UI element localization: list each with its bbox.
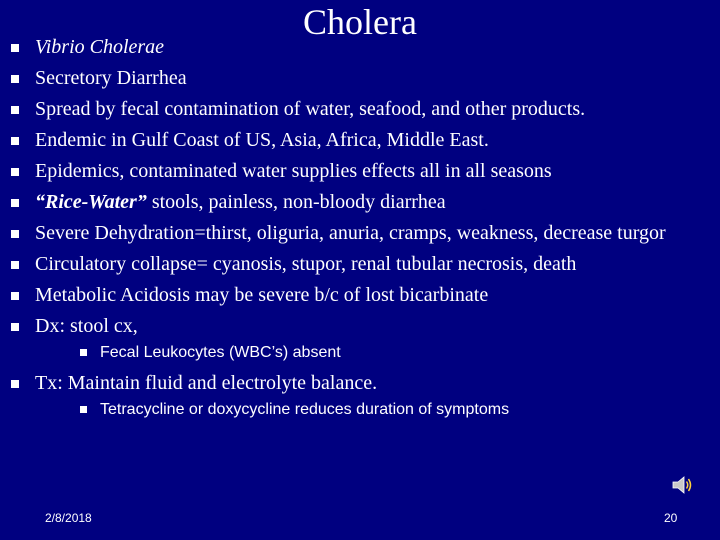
sub-list-item-text: Tetracycline or doxycycline reduces duration of symptoms — [100, 401, 510, 418]
list-item — [0, 98, 720, 120]
footer-date: 2/8/2018 — [45, 511, 92, 525]
square-bullet-icon — [11, 75, 19, 83]
square-bullet-icon — [11, 44, 19, 52]
sub-list-item — [35, 400, 710, 420]
list-item — [0, 372, 720, 420]
list-item — [0, 253, 720, 275]
sub-list-item-text: Fecal Leukocytes (WBC’s) absent — [100, 344, 341, 361]
list-item-text: Dx: stool cx, — [35, 315, 138, 337]
list-item-text: Endemic in Gulf Coast of US, Asia, Africa, Middle East. — [35, 129, 489, 151]
square-bullet-icon — [11, 168, 19, 176]
list-item-text: Tx: Maintain fluid and electrolyte balance. — [35, 372, 378, 394]
list-item-text: Metabolic Acidosis may be severe b/c of lost bicarbinate — [35, 284, 489, 306]
square-bullet-icon — [11, 323, 19, 331]
square-bullet-icon — [11, 261, 19, 269]
speaker-icon[interactable] — [670, 474, 694, 496]
slide-title: Cholera — [303, 2, 417, 42]
list-item — [0, 222, 720, 244]
list-item-text: Severe Dehydration=thirst, oliguria, anuria, cramps, weakness, decrease turgor — [35, 222, 666, 244]
list-item-text: stools, painless, non-bloody diarrhea — [146, 191, 446, 213]
list-item-emphasis: “Rice-Water” — [35, 191, 147, 213]
list-item — [0, 191, 720, 213]
list-item-text: Circulatory collapse= cyanosis, stupor, renal tubular necrosis, death — [35, 253, 577, 275]
square-bullet-icon — [11, 292, 19, 300]
list-item-text: Spread by fecal contamination of water, seafood, and other products. — [35, 98, 586, 120]
list-item — [0, 284, 720, 306]
list-item — [0, 67, 720, 89]
list-item — [0, 315, 720, 363]
square-bullet-icon — [11, 199, 19, 207]
page-number: 20 — [664, 511, 678, 525]
list-item — [0, 36, 720, 58]
sub-list-item — [35, 343, 710, 363]
bullet-list — [0, 36, 720, 429]
square-bullet-icon — [80, 349, 87, 356]
list-item-text: Epidemics, contaminated water supplies effects all in all seasons — [35, 160, 552, 182]
square-bullet-icon — [11, 230, 19, 238]
square-bullet-icon — [80, 406, 87, 413]
list-item-text: Secretory Diarrhea — [35, 67, 187, 89]
square-bullet-icon — [11, 380, 19, 388]
list-item — [0, 129, 720, 151]
square-bullet-icon — [11, 106, 19, 114]
list-item — [0, 160, 720, 182]
list-item-text: Vibrio Cholerae — [35, 36, 165, 58]
square-bullet-icon — [11, 137, 19, 145]
